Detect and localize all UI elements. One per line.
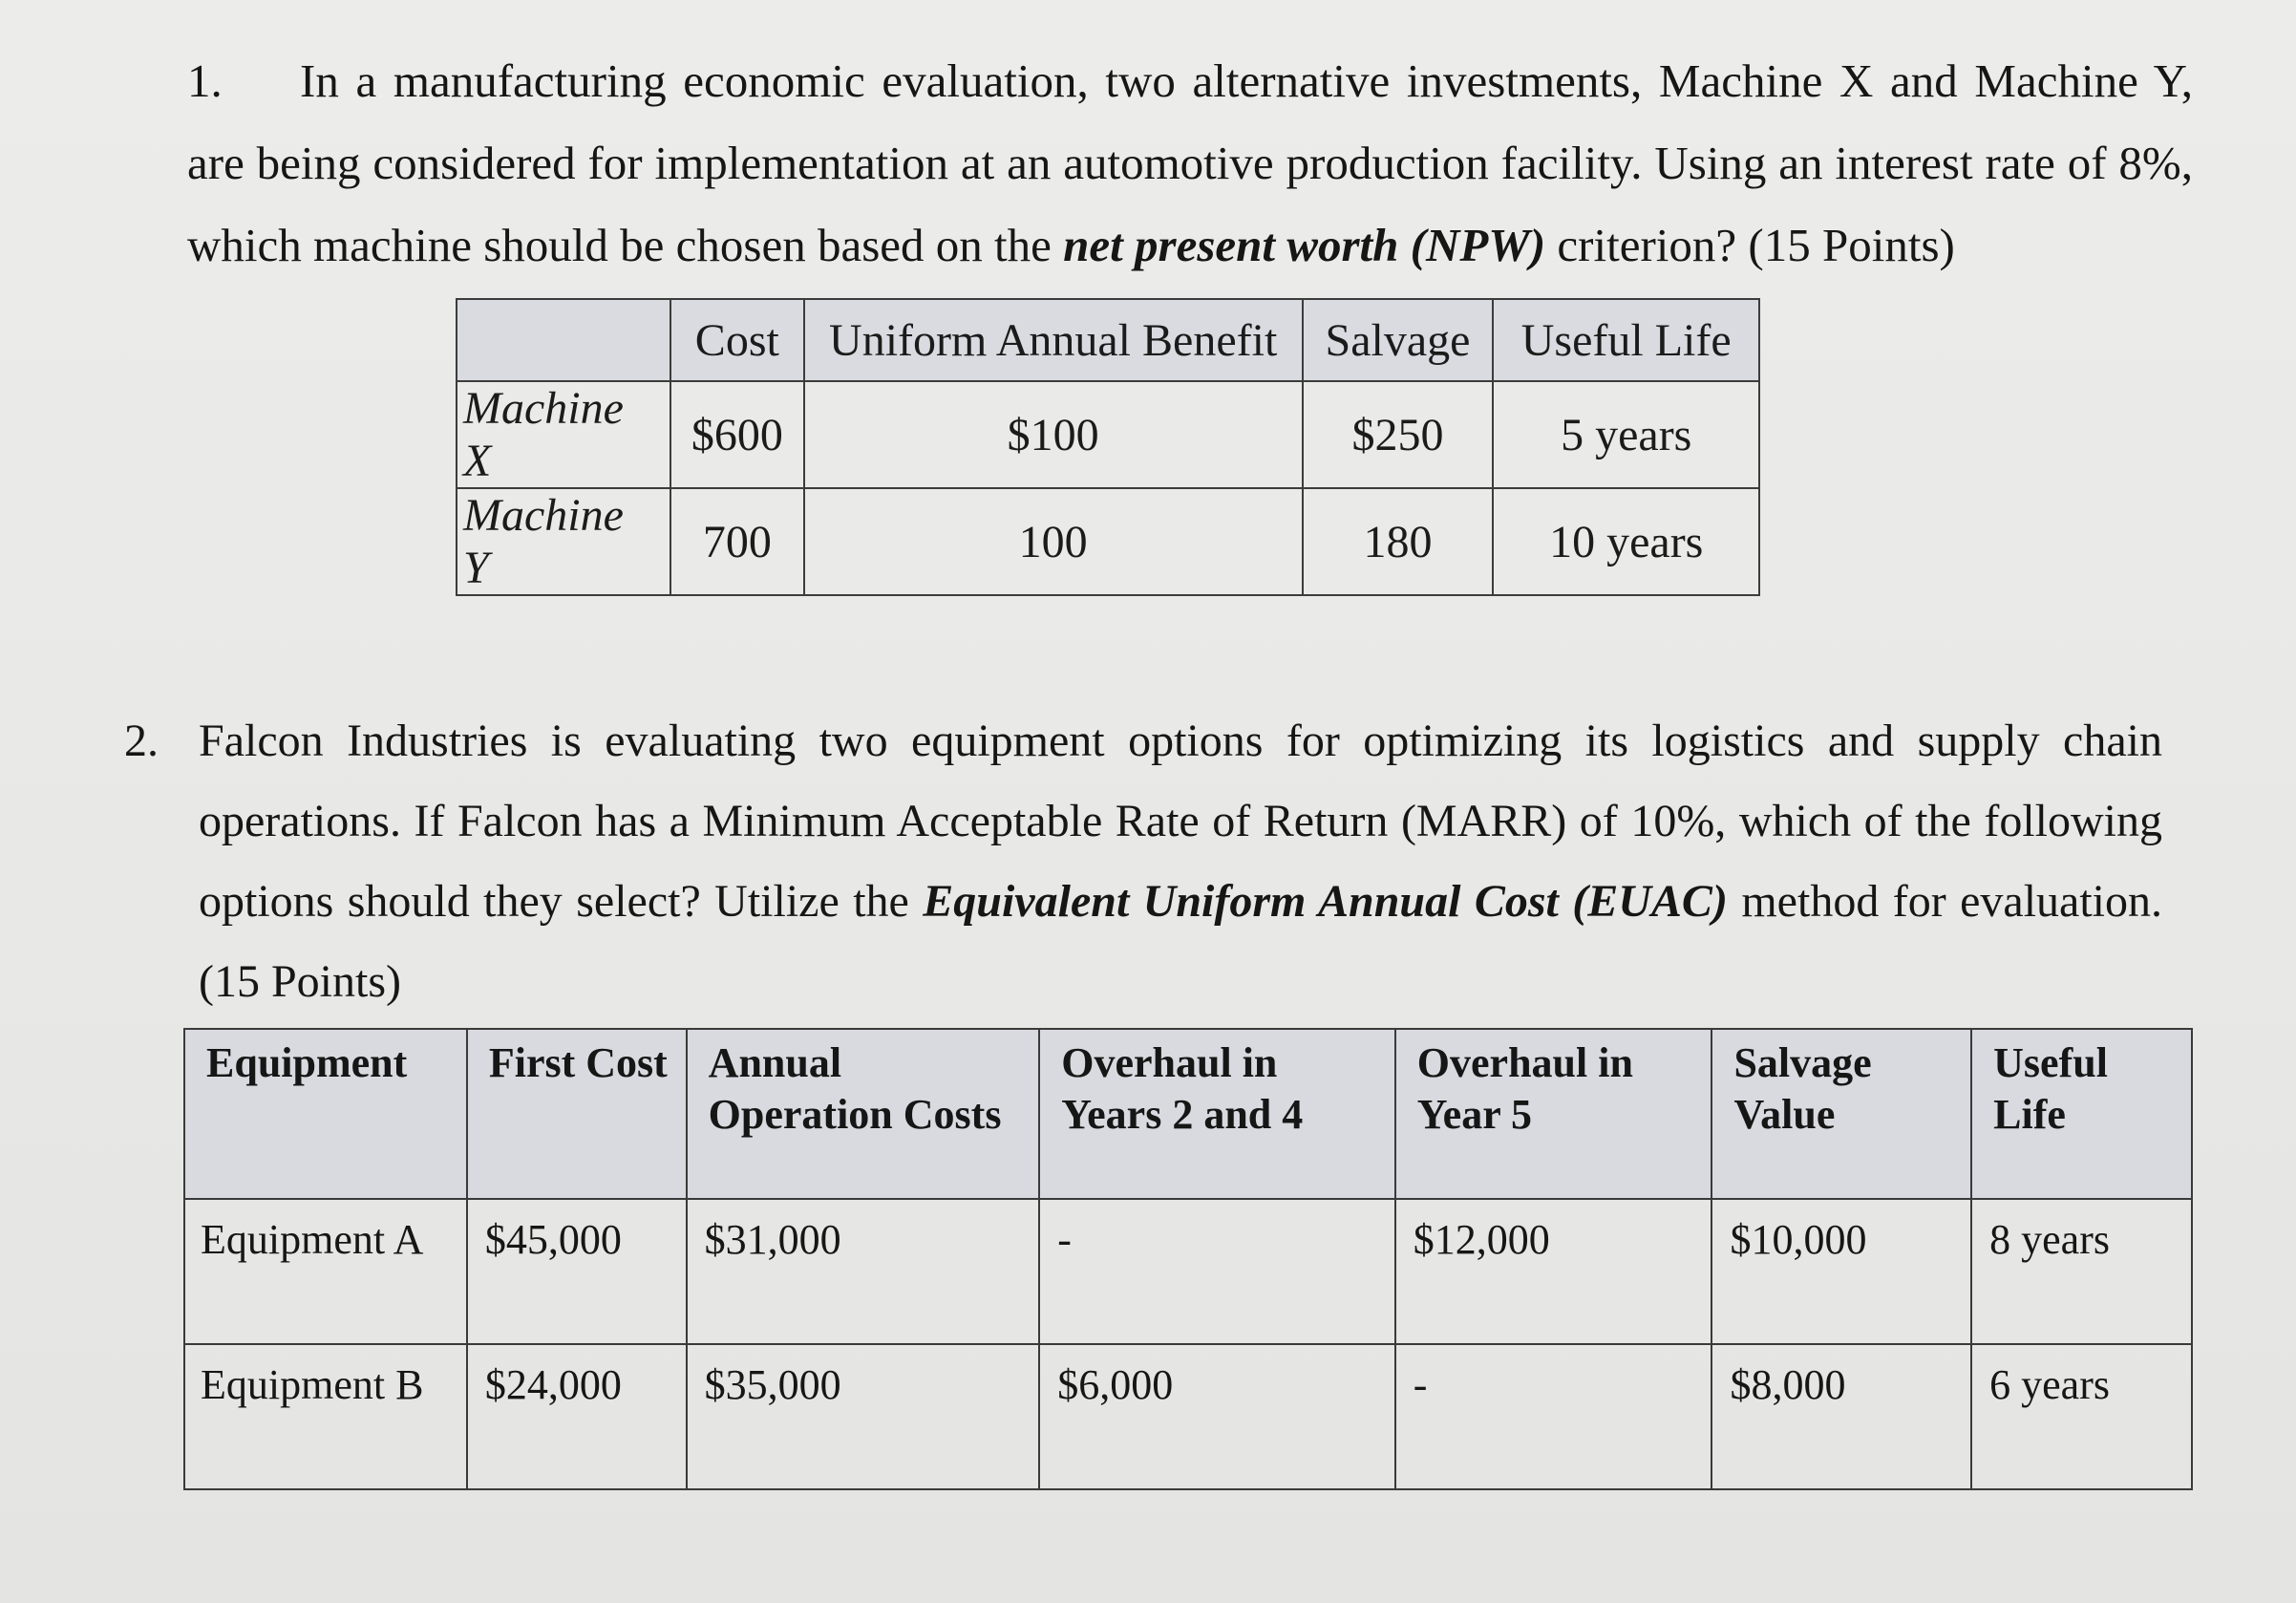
question-1-emphasis: net present worth (NPW) [1063, 219, 1546, 271]
cell-life: 5 years [1493, 381, 1759, 488]
machine-table [456, 298, 1760, 596]
cell-annual-operation: $31,000 [687, 1199, 1040, 1344]
question-2-text-end: method for evaluation. (15 Points) [199, 876, 2163, 1007]
cell-overhaul-5: - [1395, 1344, 1712, 1489]
cell-cost: $600 [670, 381, 804, 488]
question-1-text-end: criterion? (15 Points) [1557, 219, 1955, 271]
row-label: Machine Y [457, 488, 670, 595]
header-cell-first-cost: First Cost [467, 1029, 687, 1199]
header-cell-equipment: Equipment [184, 1029, 467, 1199]
equipment-table-header-row [184, 1029, 2192, 1199]
question-2-emphasis: Equivalent Uniform Annual Cost (EUAC) [923, 876, 1728, 927]
header-cell-useful-life: Useful Life [1971, 1029, 2192, 1199]
row-label: Machine X [457, 381, 670, 488]
cell-first-cost: $24,000 [467, 1344, 687, 1489]
question-1 [187, 40, 2193, 287]
cell-cost: 700 [670, 488, 804, 595]
question-2 [124, 701, 2162, 1022]
header-cell-salvage-value: Salvage Value [1711, 1029, 1971, 1199]
cell-salvage: 180 [1303, 488, 1494, 595]
cell-benefit: 100 [804, 488, 1303, 595]
cell-overhaul-5: $12,000 [1395, 1199, 1712, 1344]
question-2-number: 2. [124, 716, 159, 766]
header-cell-uniform-annual-benefit: Uniform Annual Benefit [804, 299, 1303, 381]
equipment-table [183, 1028, 2193, 1490]
cell-overhaul-2-4: - [1039, 1199, 1395, 1344]
question-1-text: In a manufacturing economic evaluation, two alternative investments, Machine X and Machine Y, are being considered for implementation at an automotive production facility. Using an interest rate of 8%, which machine should be chosen based on the [187, 54, 2193, 271]
table-row-equipment-b [184, 1344, 2192, 1489]
row-label: Equipment B [184, 1344, 467, 1489]
table-row-equipment-a [184, 1199, 2192, 1344]
cell-life: 8 years [1971, 1199, 2192, 1344]
machine-table-header-row [457, 299, 1759, 381]
header-cell-salvage: Salvage [1303, 299, 1494, 381]
cell-life: 6 years [1971, 1344, 2192, 1489]
question-1-number: 1. [187, 54, 223, 107]
row-label: Equipment A [184, 1199, 467, 1344]
cell-life: 10 years [1493, 488, 1759, 595]
header-cell-annual-operation-costs: Annual Operation Costs [687, 1029, 1040, 1199]
cell-overhaul-2-4: $6,000 [1039, 1344, 1395, 1489]
header-cell-useful-life: Useful Life [1493, 299, 1759, 381]
header-cell-overhaul-years-2-4: Overhaul in Years 2 and 4 [1039, 1029, 1395, 1199]
cell-salvage: $10,000 [1711, 1199, 1971, 1344]
header-cell-overhaul-year-5: Overhaul in Year 5 [1395, 1029, 1712, 1199]
header-cell-blank [457, 299, 670, 381]
cell-annual-operation: $35,000 [687, 1344, 1040, 1489]
question-2-body [199, 701, 2162, 1022]
cell-first-cost: $45,000 [467, 1199, 687, 1344]
cell-benefit: $100 [804, 381, 1303, 488]
cell-salvage: $8,000 [1711, 1344, 1971, 1489]
cell-salvage: $250 [1303, 381, 1494, 488]
table-row-machine-x [457, 381, 1759, 488]
question-2-text: Falcon Industries is evaluating two equipment options for optimizing its logistics and supply chain operations. If Falcon has a Minimum Acceptable Rate of Return (MARR) of 10%, which of the following options should they select? Utilize the [199, 716, 2162, 927]
table-row-machine-y [457, 488, 1759, 595]
header-cell-cost: Cost [670, 299, 804, 381]
